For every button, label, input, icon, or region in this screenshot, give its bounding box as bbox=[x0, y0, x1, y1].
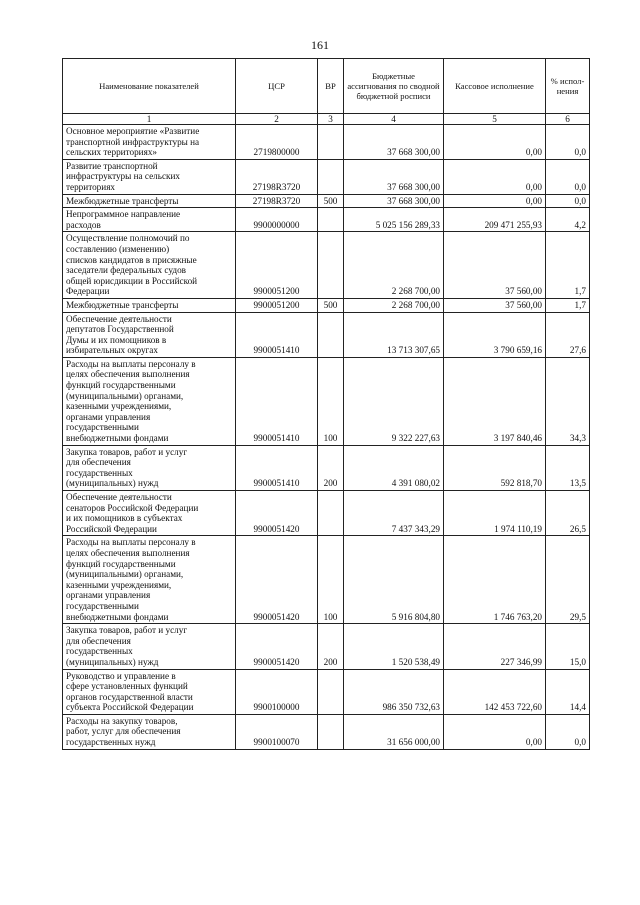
row-csr-cell: 9900051420 bbox=[236, 624, 318, 669]
row-percent-cell: 26,5 bbox=[546, 491, 590, 536]
table-row bbox=[63, 159, 590, 194]
row-vr-cell bbox=[318, 208, 344, 232]
row-allocations-cell: 4 391 080,02 bbox=[344, 445, 444, 490]
row-allocations-cell: 31 656 000,00 bbox=[344, 714, 444, 749]
column-number: 4 bbox=[344, 114, 444, 125]
row-cash-cell: 142 453 722,60 bbox=[444, 669, 546, 714]
row-cash-cell: 0,00 bbox=[444, 194, 546, 208]
row-allocations-cell: 37 668 300,00 bbox=[344, 159, 444, 194]
row-csr-cell: 9900051200 bbox=[236, 232, 318, 299]
column-number: 2 bbox=[236, 114, 318, 125]
row-name-cell: Непрограммное направление расходов bbox=[63, 208, 236, 232]
row-name-cell: Основное мероприятие «Развитие транспортной инфраструктуры на сельских территориях» bbox=[63, 125, 236, 160]
row-name-cell: Межбюджетные трансферты bbox=[63, 194, 236, 208]
row-percent-cell: 34,3 bbox=[546, 357, 590, 445]
row-vr-cell: 200 bbox=[318, 624, 344, 669]
table-row bbox=[63, 298, 590, 312]
column-number: 6 bbox=[546, 114, 590, 125]
row-cash-cell: 0,00 bbox=[444, 714, 546, 749]
row-vr-cell: 500 bbox=[318, 298, 344, 312]
row-percent-cell: 15,0 bbox=[546, 624, 590, 669]
header-vr: ВР bbox=[318, 59, 344, 114]
row-cash-cell: 37 560,00 bbox=[444, 232, 546, 299]
row-name-cell: Закупка товаров, работ и услуг для обеспечения государственных (муниципальных) нужд bbox=[63, 624, 236, 669]
table-row bbox=[63, 312, 590, 357]
column-number-row bbox=[63, 114, 590, 125]
table-row bbox=[63, 208, 590, 232]
row-name-cell: Обеспечение деятельности депутатов Государственной Думы и их помощников в избирательных округах bbox=[63, 312, 236, 357]
row-csr-cell: 9900051410 bbox=[236, 445, 318, 490]
row-allocations-cell: 37 668 300,00 bbox=[344, 125, 444, 160]
row-allocations-cell: 1 520 538,49 bbox=[344, 624, 444, 669]
row-allocations-cell: 2 268 700,00 bbox=[344, 298, 444, 312]
row-cash-cell: 0,00 bbox=[444, 125, 546, 160]
row-name-cell: Обеспечение деятельности сенаторов Российской Федерации и их помощников в субъектах Российской Федерации bbox=[63, 491, 236, 536]
row-csr-cell: 27198R3720 bbox=[236, 194, 318, 208]
row-vr-cell: 500 bbox=[318, 194, 344, 208]
row-csr-cell: 9900100070 bbox=[236, 714, 318, 749]
table-row bbox=[63, 445, 590, 490]
header-csr: ЦСР bbox=[236, 59, 318, 114]
row-name-cell: Руководство и управление в сфере установленных функций органов государственной власти субъекта Российской Федерации bbox=[63, 669, 236, 714]
row-csr-cell: 9900000000 bbox=[236, 208, 318, 232]
table-row bbox=[63, 491, 590, 536]
row-cash-cell: 227 346,99 bbox=[444, 624, 546, 669]
row-csr-cell: 9900100000 bbox=[236, 669, 318, 714]
row-csr-cell: 9900051200 bbox=[236, 298, 318, 312]
table-row bbox=[63, 232, 590, 299]
table-row bbox=[63, 624, 590, 669]
budget-table bbox=[62, 58, 590, 750]
row-name-cell: Расходы на выплаты персоналу в целях обеспечения выполнения функций государственными (муниципальными) органами, казенными учреждениями, органами управления государственными внебюджетными фондами bbox=[63, 357, 236, 445]
row-vr-cell bbox=[318, 491, 344, 536]
row-vr-cell: 200 bbox=[318, 445, 344, 490]
row-percent-cell: 4,2 bbox=[546, 208, 590, 232]
table-row bbox=[63, 125, 590, 160]
row-allocations-cell: 986 350 732,63 bbox=[344, 669, 444, 714]
row-name-cell: Закупка товаров, работ и услуг для обеспечения государственных (муниципальных) нужд bbox=[63, 445, 236, 490]
row-csr-cell: 9900051420 bbox=[236, 536, 318, 624]
row-csr-cell: 2719800000 bbox=[236, 125, 318, 160]
row-name-cell: Межбюджетные трансферты bbox=[63, 298, 236, 312]
row-percent-cell: 0,0 bbox=[546, 159, 590, 194]
row-allocations-cell: 37 668 300,00 bbox=[344, 194, 444, 208]
row-vr-cell bbox=[318, 669, 344, 714]
page-number: 161 bbox=[311, 38, 329, 52]
row-csr-cell: 9900051410 bbox=[236, 312, 318, 357]
row-vr-cell bbox=[318, 714, 344, 749]
row-csr-cell: 27198R3720 bbox=[236, 159, 318, 194]
row-cash-cell: 592 818,70 bbox=[444, 445, 546, 490]
row-vr-cell: 100 bbox=[318, 357, 344, 445]
row-percent-cell: 1,7 bbox=[546, 298, 590, 312]
row-allocations-cell: 5 025 156 289,33 bbox=[344, 208, 444, 232]
row-name-cell: Осуществление полномочий по составлению (изменению) списков кандидатов в присяжные заседатели федеральных судов общей юрисдикции в Российской Федерации bbox=[63, 232, 236, 299]
row-percent-cell: 0,0 bbox=[546, 194, 590, 208]
row-allocations-cell: 9 322 227,63 bbox=[344, 357, 444, 445]
row-cash-cell: 3 197 840,46 bbox=[444, 357, 546, 445]
table-body bbox=[63, 125, 590, 750]
row-vr-cell bbox=[318, 125, 344, 160]
header-row bbox=[63, 59, 590, 114]
row-allocations-cell: 5 916 804,80 bbox=[344, 536, 444, 624]
table-row bbox=[63, 714, 590, 749]
row-percent-cell: 0,0 bbox=[546, 714, 590, 749]
table-row bbox=[63, 194, 590, 208]
row-cash-cell: 37 560,00 bbox=[444, 298, 546, 312]
row-percent-cell: 1,7 bbox=[546, 232, 590, 299]
row-vr-cell bbox=[318, 159, 344, 194]
row-cash-cell: 1 746 763,20 bbox=[444, 536, 546, 624]
row-cash-cell: 3 790 659,16 bbox=[444, 312, 546, 357]
table-row bbox=[63, 669, 590, 714]
row-name-cell: Развитие транспортной инфраструктуры на сельских территориях bbox=[63, 159, 236, 194]
row-vr-cell bbox=[318, 232, 344, 299]
row-name-cell: Расходы на выплаты персоналу в целях обеспечения выполнения функций государственными (муниципальными) органами, казенными учреждениями, органами управления государственными внебюджетными фондами bbox=[63, 536, 236, 624]
table-row bbox=[63, 357, 590, 445]
row-percent-cell: 27,6 bbox=[546, 312, 590, 357]
column-number: 3 bbox=[318, 114, 344, 125]
row-percent-cell: 29,5 bbox=[546, 536, 590, 624]
row-cash-cell: 1 974 110,19 bbox=[444, 491, 546, 536]
row-allocations-cell: 7 437 343,29 bbox=[344, 491, 444, 536]
column-number: 1 bbox=[63, 114, 236, 125]
row-cash-cell: 209 471 255,93 bbox=[444, 208, 546, 232]
row-percent-cell: 14,4 bbox=[546, 669, 590, 714]
row-vr-cell: 100 bbox=[318, 536, 344, 624]
row-allocations-cell: 13 713 307,65 bbox=[344, 312, 444, 357]
row-allocations-cell: 2 268 700,00 bbox=[344, 232, 444, 299]
row-cash-cell: 0,00 bbox=[444, 159, 546, 194]
header-allocations: Бюджетные ассигнования по сводной бюджетной росписи bbox=[344, 59, 444, 114]
header-name: Наименование показателей bbox=[63, 59, 236, 114]
row-vr-cell bbox=[318, 312, 344, 357]
row-csr-cell: 9900051410 bbox=[236, 357, 318, 445]
column-number: 5 bbox=[444, 114, 546, 125]
row-csr-cell: 9900051420 bbox=[236, 491, 318, 536]
row-name-cell: Расходы на закупку товаров, работ, услуг для обеспечения государственных нужд bbox=[63, 714, 236, 749]
row-percent-cell: 0,0 bbox=[546, 125, 590, 160]
table-row bbox=[63, 536, 590, 624]
header-cash: Кассовое исполнение bbox=[444, 59, 546, 114]
header-percent: % испол- нения bbox=[546, 59, 590, 114]
row-percent-cell: 13,5 bbox=[546, 445, 590, 490]
